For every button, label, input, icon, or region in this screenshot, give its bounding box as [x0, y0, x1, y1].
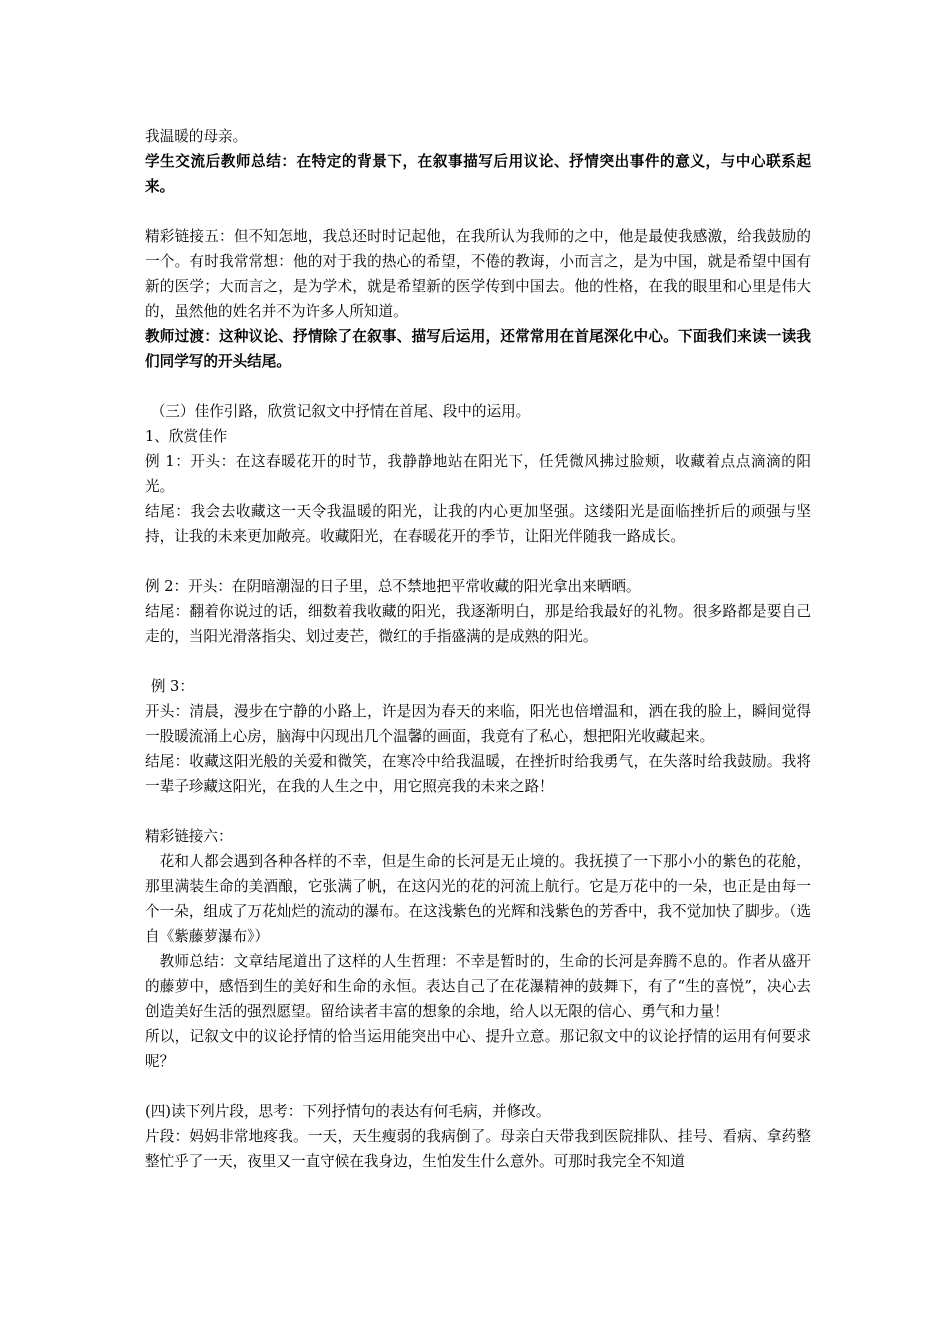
teacher-summary-bold: 学生交流后教师总结：在特定的背景下，在叙事描写后用议论、抒情突出事件的意义，与中心联系起来。: [145, 153, 811, 195]
example-2-opening: 例 2：开头：在阴暗潮湿的日子里，总不禁地把平常收藏的阳光拿出来晒晒。: [145, 578, 641, 595]
teacher-summary-text: 教师总结：文章结尾道出了这样的人生哲理：不幸是暂时的，生命的长河是奔腾不息的。作者从盛开的藤萝中，感悟到生的美好和生命的永恒。表达自己了在花瀑精神的鼓舞下，有了“生的喜悦”，决心去创造美好生活的强烈愿望。留给读者丰富的想象的余地，给人以无限的信心、勇气和力量！: [145, 953, 811, 1020]
blank-line: [145, 799, 811, 824]
example-3-opening: 开头：清晨，漫步在宁静的小路上，许是因为春天的来临，阳光也倍增温和，洒在我的脸上，瞬间觉得一股暖流涌上心房，脑海中闪现出几个温馨的画面，我竟有了私心，想把阳光收藏起来。: [145, 703, 811, 745]
example-2-ending: 结尾：翻着你说过的话，细数着我收藏的阳光，我逐渐明白，那是给我最好的礼物。很多路都是要自己走的，当阳光滑落指尖、划过麦芒，微红的手指盛满的是成熟的阳光。: [145, 603, 811, 645]
blank-line: [145, 199, 811, 224]
section-four-heading: (四)读下列片段，思考：下列抒情句的表达有何毛病，并修改。: [145, 1103, 551, 1120]
example-1-ending: 结尾：我会去收藏这一天令我温暖的阳光，让我的内心更加坚强。这缕阳光是面临挫折后的顽强与坚持，让我的未来更加敞亮。收藏阳光，在春暖花开的季节，让阳光伴随我一路成长。: [145, 503, 811, 545]
blank-line: [145, 649, 811, 674]
blank-line: [145, 374, 811, 399]
subheading-appreciate: 1、欣赏佳作: [145, 428, 228, 445]
teacher-transition-bold: 教师过渡：这种议论、抒情除了在叙事、描写后运用，还常常用在首尾深化中心。下面我们来读一读我们同学写的开头结尾。: [145, 328, 811, 370]
example-3-ending: 结尾：收藏这阳光般的关爱和微笑，在寒冷中给我温暖，在挫折时给我勇气，在失落时给我鼓励。我将一辈子珍藏这阳光，在我的人生之中，用它照亮我的未来之路！: [145, 753, 811, 795]
blank-line: [145, 549, 811, 574]
fragment-text: 片段：妈妈非常地疼我。一天，天生瘦弱的我病倒了。母亲白天带我到医院排队、挂号、看病、拿药整整忙乎了一天，夜里又一直守候在我身边，生怕发生什么意外。可那时我完全不知道: [145, 1128, 811, 1170]
paragraph-mother-ending: 我温暖的母亲。: [145, 128, 248, 145]
blank-line: [145, 1074, 811, 1099]
section-three-heading: （三）佳作引路，欣赏记叙文中抒情在首尾、段中的运用。: [150, 403, 531, 420]
highlight-link-five: 精彩链接五：但不知怎地，我总还时时记起他，在我所认为我师的之中，他是最使我感激，给我鼓励的一个。有时我常常想：他的对于我的热心的希望，不倦的教诲，小而言之，是为中国，就是希望中国有新的医学；大而言之，是为学术，就是希望新的医学传到中国去。他的性格，在我的眼里和心里是伟大的，虽然他的姓名并不为许多人所知道。: [145, 228, 811, 320]
highlight-link-six-text: 花和人都会遇到各种各样的不幸，但是生命的长河是无止境的。我抚摸了一下那小小的紫色的花舱，那里满装生命的美酒酿，它张满了帆，在这闪光的花的河流上航行。它是万花中的一朵，也正是由每一个一朵，组成了万花灿烂的流动的瀑布。在这浅紫色的光辉和浅紫色的芳香中，我不觉加快了脚步。（选自《紫藤萝瀑布》）: [145, 853, 811, 945]
document-page: [145, 124, 811, 1174]
highlight-link-six-label: 精彩链接六：: [145, 828, 233, 845]
conclusion-question: 所以，记叙文中的议论抒情的恰当运用能突出中心、提升立意。那记叙文中的议论抒情的运用有何要求呢？: [145, 1028, 811, 1070]
example-3-label: 例 3：: [150, 678, 194, 695]
example-1-opening: 例 1：开头：在这春暖花开的时节，我静静地站在阳光下，任凭微风拂过脸颊，收藏着点点滴滴的阳光。: [145, 453, 811, 495]
